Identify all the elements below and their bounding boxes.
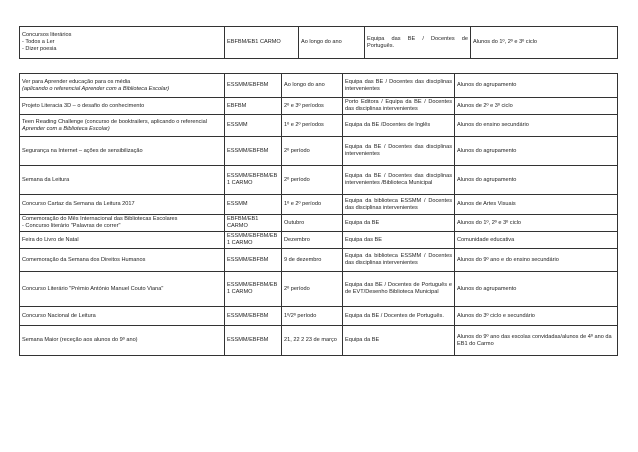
activity-title: Feira do Livro de Natal: [22, 236, 79, 243]
responsible-cell: Equipa da biblioteca ESSMM / Docentes das disciplinas intervenientes: [343, 195, 455, 215]
activity-cell: [20, 137, 225, 166]
school-cell: ESSMM/EBFBM: [225, 74, 282, 98]
activity-line: - Dizer poesia: [22, 46, 57, 52]
period-cell: 2º período: [282, 137, 343, 166]
table-row: [20, 27, 618, 59]
school-cell: ESSMM/EBFBM: [225, 326, 282, 356]
period-cell: 9 de dezembro: [282, 249, 343, 272]
period-cell: 1º e 2º período: [282, 195, 343, 215]
activity-title: Projeto Literacia 3D – o desafio do conhecimento: [22, 102, 145, 109]
school-cell: ESSMM/EBFBM/EB1 CARMO: [225, 272, 282, 307]
activity-title: Semana Maior (receção aos alunos do 9º ano): [22, 337, 138, 343]
target-cell: Alunos do 3º ciclo e secundário: [455, 307, 618, 326]
target-cell: Alunos do agrupamento: [455, 74, 618, 98]
activities-table-body: [20, 74, 618, 356]
responsible-cell: Equipa da BE: [343, 326, 455, 356]
table-row: [20, 137, 618, 166]
responsible-cell: Equipa da BE: [343, 215, 455, 232]
responsible-cell: Equipa da BE / Docentes de Português.: [343, 307, 455, 326]
activity-title: Concurso Nacional de Leitura: [22, 312, 96, 319]
activity-subtitle: - Concurso literário "Palavras de correr": [22, 223, 121, 229]
period-cell: Outubro: [282, 215, 343, 232]
school-cell: ESSMM/EBFBM: [225, 137, 282, 166]
activity-title: Comemoração da Semana dos Direitos Humanos: [22, 256, 146, 263]
period-cell: 21, 22 2 23 de março: [282, 326, 343, 356]
table-row: [20, 166, 618, 195]
target-cell: Alunos do ensino secundário: [455, 115, 618, 137]
activity-cell: [20, 74, 225, 98]
table-row: [20, 98, 618, 115]
school-cell: ESSMM: [225, 115, 282, 137]
target-cell: Alunos do agrupamento: [455, 137, 618, 166]
school-cell: EBFBM: [225, 98, 282, 115]
target-cell: Alunos de Artes Visuais: [455, 195, 618, 215]
activity-cell: [20, 115, 225, 137]
activity-cell: [20, 326, 225, 356]
responsible-cell: Equipa das BE / Docentes de Português e de EVT/Desenho Biblioteca Municipal: [343, 272, 455, 307]
activity-subtitle: Aprender com a Biblioteca Escolar): [22, 125, 110, 132]
activity-title: Comemoração do Mês Internacional das Bibliotecas Escolares: [22, 216, 178, 222]
period-cell: 2º e 3º períodos: [282, 98, 343, 115]
activity-cell: [20, 195, 225, 215]
table-row: [20, 249, 618, 272]
activity-cell: [20, 98, 225, 115]
target-cell: Alunos do 1º, 2º e 3º ciclo: [471, 27, 618, 59]
responsible-cell: Equipa da BE /Docentes de Inglês: [343, 115, 455, 137]
activity-cell: [20, 27, 225, 59]
school-cell: ESSMM/EBFBM/EB1 CARMO: [225, 232, 282, 249]
period-cell: 2º período: [282, 166, 343, 195]
activity-cell: [20, 307, 225, 326]
table-row: [20, 232, 618, 249]
period-cell: Ao longo do ano: [299, 27, 365, 59]
target-cell: Alunos de 2º e 3º ciclo: [455, 98, 618, 115]
target-cell: Alunos do 1º, 2º e 3º ciclo: [455, 215, 618, 232]
period-cell: 2º período: [282, 272, 343, 307]
activity-cell: [20, 166, 225, 195]
table-row: [20, 307, 618, 326]
activity-line: - Todos a Ler: [22, 39, 55, 45]
target-cell: Alunos do agrupamento: [455, 166, 618, 195]
activity-cell: [20, 249, 225, 272]
activities-table: [19, 73, 618, 356]
school-cell: ESSMM/EBFBM: [225, 249, 282, 272]
target-cell: Alunos do 9º ano e do ensino secundário: [455, 249, 618, 272]
activity-cell: [20, 272, 225, 307]
table-row: [20, 195, 618, 215]
table-row: [20, 215, 618, 232]
school-cell: EBFBM/EB1 CARMO: [225, 27, 299, 59]
period-cell: 1º/2º período: [282, 307, 343, 326]
table-row: [20, 74, 618, 98]
activity-line: Concursos literários: [22, 32, 72, 38]
activity-cell: [20, 232, 225, 249]
table-row: [20, 326, 618, 356]
target-cell: Alunos do 9º ano das escolas convidadas/alunos de 4º ano da EB1 do Carmo: [455, 326, 618, 356]
activity-cell: [20, 215, 225, 232]
activity-title: Concurso Cartaz da Semana da Leitura 2017: [22, 201, 135, 207]
activity-subtitle: (aplicando o referencial Aprender com a Biblioteca Escolar): [22, 85, 170, 92]
responsible-cell: Equipa das BE / Docentes das disciplinas intervenientes: [343, 74, 455, 98]
period-cell: 1º e 2º períodos: [282, 115, 343, 137]
activity-title: Segurança na Internet – ações de sensibilização: [22, 147, 143, 154]
school-cell: ESSMM: [225, 195, 282, 215]
activity-title: Concurso Literário "Prémio António Manuel Couto Viana": [22, 285, 164, 292]
activity-title: Ver para Aprender educação para os média: [22, 78, 131, 85]
school-cell: ESSMM/EBFBM: [225, 307, 282, 326]
table-row: [20, 115, 618, 137]
responsible-cell: Equipa da BE / Docentes das disciplinas intervenientes: [343, 137, 455, 166]
target-cell: Comunidade educativa: [455, 232, 618, 249]
period-cell: Ao longo do ano: [282, 74, 343, 98]
responsible-cell: Equipa das BE: [343, 232, 455, 249]
responsible-cell: Porto Editora / Equipa da BE / Docentes das disciplinas intervenientes: [343, 98, 455, 115]
top-table: [19, 26, 618, 59]
responsible-cell: Equipa da BE / Docentes das disciplinas intervenientes /Biblioteca Municipal: [343, 166, 455, 195]
responsible-cell: Equipa das BE / Docentes de Português.: [365, 27, 471, 59]
responsible-cell: Equipa da biblioteca ESSMM / Docentes das disciplinas intervenientes: [343, 249, 455, 272]
table-row: [20, 272, 618, 307]
activity-title: Semana da Leitura: [22, 176, 70, 183]
period-cell: Dezembro: [282, 232, 343, 249]
school-cell: EBFBM/EB1 CARMO: [225, 215, 282, 232]
school-cell: ESSMM/EBFBM/EB1 CARMO: [225, 166, 282, 195]
activity-title: Teen Reading Challenge (concurso de booktrailers, aplicando o referencial: [22, 118, 208, 125]
target-cell: Alunos do agrupamento: [455, 272, 618, 307]
